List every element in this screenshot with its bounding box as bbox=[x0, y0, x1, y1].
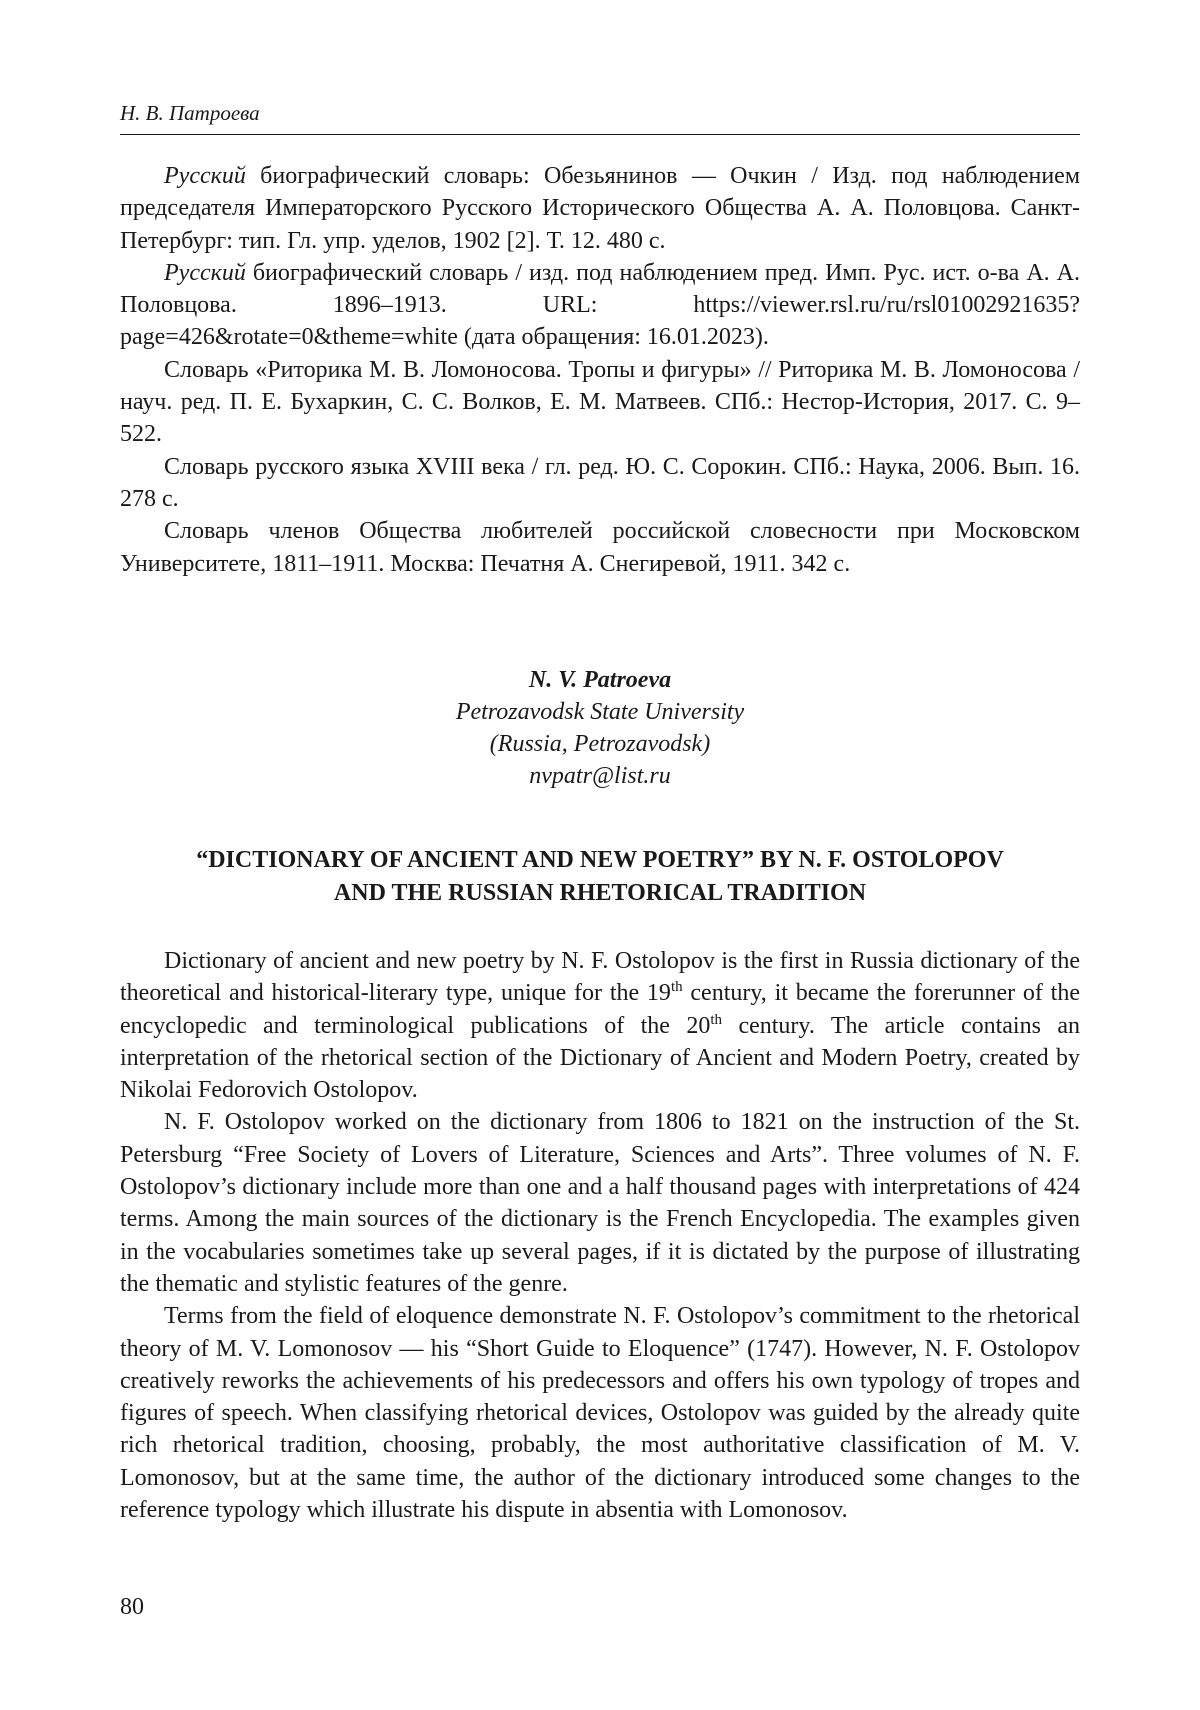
reference-text: Словарь «Риторика М. В. Ломоносова. Тропы и фигуры» // Риторика М. В. Ломоносова / науч. ред. П. Е. Бухаркин, С. С. Волков, Е. М. Матвеев. СПб.: Нестор-История, 2017. С. 9–522. bbox=[120, 356, 1080, 448]
title-line-2: AND THE RUSSIAN RHETORICAL TRADITION bbox=[333, 880, 867, 906]
superscript: th bbox=[710, 1011, 723, 1028]
reference-text: биографический словарь / изд. под наблюдением пред. Имп. Рус. ист. о-ва А. А. Половцова. 1896–1913. URL: https://viewer.rsl.ru/ru/rsl01002921635?page=426&rotate=0&theme=white (дата обращения: 16.01.2023). bbox=[120, 259, 1080, 351]
abstract-text: Dictionary of ancient and new poetry by N. F. Ostolopov is the first in Russia dictionary of the theoretical and historical-literary type, unique for the 19 bbox=[120, 948, 1080, 1007]
author-affiliation: Petrozavodsk State University bbox=[455, 699, 745, 725]
abstract-paragraph: N. F. Ostolopov worked on the dictionary from 1806 to 1821 on the instruction of the St. Petersburg “Free Society of Lovers of Literature, Sciences and Arts”. Three volumes of N. F. Ostolopov’s dictionary include more than one and a half thousand pages with interpretations of 424 terms. Among the main sources of the dictionary is the French Encyclopedia. The examples given in the vocabularies sometimes take up several pages, if it is dictated by the purpose of illustrating the thematic and stylistic features of the genre. bbox=[120, 1109, 1080, 1297]
reference-text: Словарь членов Общества любителей российской словесности при Московском Университете, 1811–1911. Москва: Печатня А. Снегиревой, 1911. 342 с. bbox=[120, 518, 1080, 577]
abstract bbox=[120, 945, 1080, 1526]
reference-item bbox=[120, 354, 1080, 451]
reference-text: Словарь русского языка XVIII века / гл. ред. Ю. С. Сорокин. СПб.: Наука, 2006. Вып. 16. 278 с. bbox=[120, 453, 1080, 512]
title-line-1: “DICTIONARY OF ANCIENT AND NEW POETRY” BY N. F. OSTOLOPOV bbox=[196, 847, 1004, 873]
reference-item bbox=[120, 515, 1080, 580]
abstract-paragraph: Terms from the field of eloquence demonstrate N. F. Ostolopov’s commitment to the rhetorical theory of M. V. Lomonosov — his “Short Guide to Eloquence” (1747). However, N. F. Ostolopov creatively reworks the achievements of his predecessors and offers his own typology of tropes and figures of speech. When classifying rhetorical devices, Ostolopov was guided by the already quite rich rhetorical tradition, choosing, probably, the most authoritative classification of M. V. Lomonosov, but at the same time, the author of the dictionary introduced some changes to the reference typology which illustrate his dispute in absentia with Lomonosov. bbox=[120, 1303, 1080, 1524]
running-head: Н. В. Патроева bbox=[120, 100, 1080, 135]
reference-italic: Русский bbox=[164, 259, 246, 286]
author-location: (Russia, Petrozavodsk) bbox=[489, 731, 711, 757]
superscript: th bbox=[670, 979, 683, 996]
author-name: N. V. Patroeva bbox=[528, 667, 672, 693]
reference-text: биографический словарь: Обезьянинов — Очкин / Изд. под наблюдением председателя Императорского Русского Исторического Общества А. А. Половцова. Санкт-Петербург: тип. Гл. упр. уделов, 1902 [2]. Т. 12. 480 с. bbox=[120, 163, 1080, 254]
reference-item bbox=[120, 160, 1080, 257]
reference-italic: Русский bbox=[164, 163, 246, 189]
reference-item bbox=[120, 257, 1080, 354]
reference-list bbox=[120, 160, 1080, 580]
abstract-text: century, it became the forerunner of the encyclopedic and terminological publications of the 20 bbox=[120, 980, 1080, 1039]
page-number: 80 bbox=[120, 1594, 144, 1620]
reference-item bbox=[120, 451, 1080, 516]
author-email: nvpatr@list.ru bbox=[529, 763, 671, 789]
article-title bbox=[120, 844, 1080, 910]
abstract-paragraph bbox=[120, 945, 1080, 1106]
author-block bbox=[120, 664, 1080, 792]
abstract-text: century. The article contains an interpretation of the rhetorical section of the Dictionary of Ancient and Modern Poetry, created by Nikolai Fedorovich Ostolopov. bbox=[120, 1012, 1080, 1104]
